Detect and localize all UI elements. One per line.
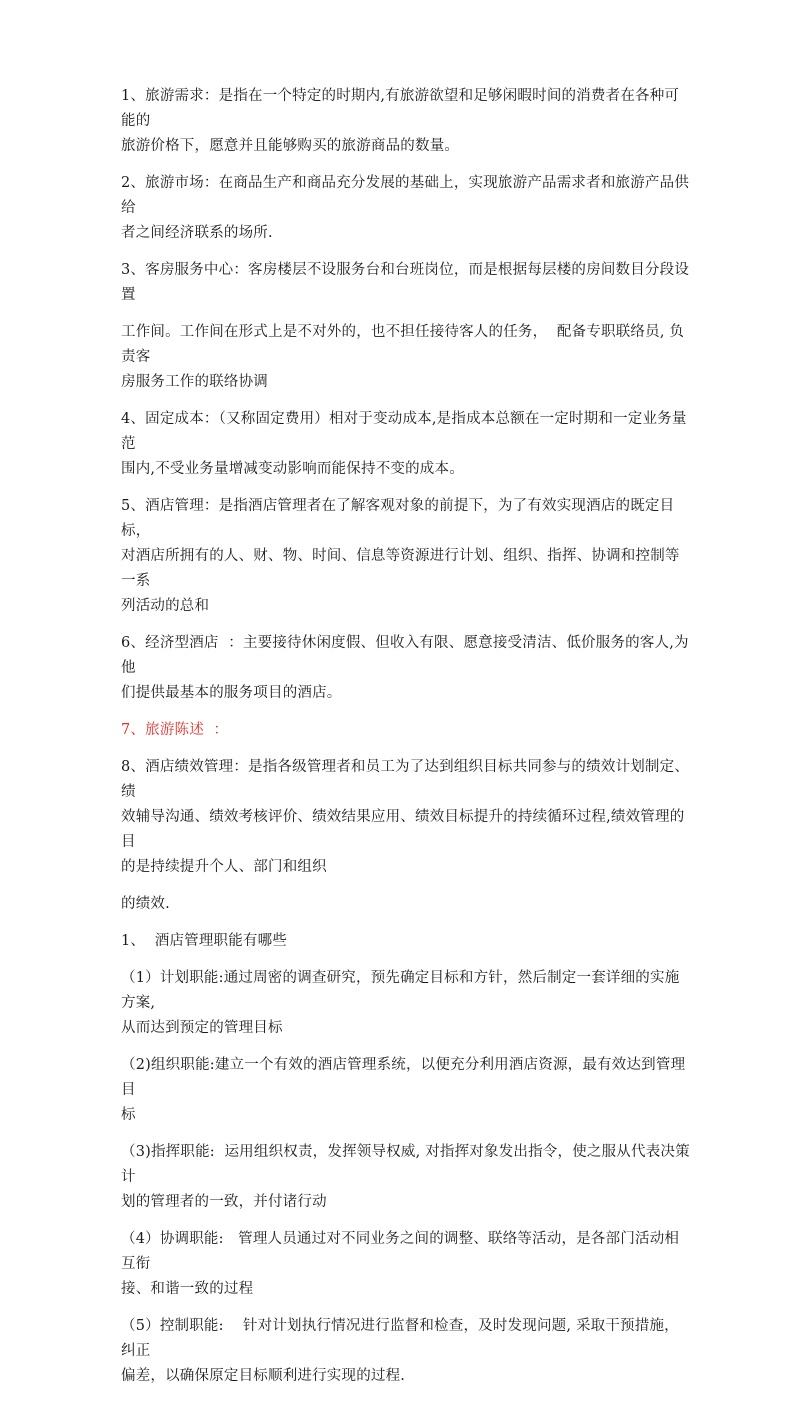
paragraph-line: 4、固定成本：（又称固定费用）相对于变动成本,是指成本总额在一定时期和一定业务量范 <box>121 411 687 452</box>
paragraph-line: 2、旅游市场：在商品生产和商品充分发展的基础上，实现旅游产品需求者和旅游产品供给 <box>121 175 690 216</box>
paragraph-line: （4）协调职能: 管理人员通过对不同业务之间的调整、联络等活动，是各部门活动相互衔 <box>121 1231 680 1272</box>
paragraph-function-organizing <box>121 1053 691 1128</box>
paragraph-line: 标 <box>121 1107 136 1123</box>
paragraph-line: 的绩效. <box>121 896 170 912</box>
paragraph-line: 的是持续提升个人、部门和组织 <box>121 859 327 875</box>
paragraph-function-directing <box>121 1140 691 1215</box>
paragraph-line: 们提供最基本的服务项目的酒店。 <box>121 685 342 701</box>
paragraph-line: （3)指挥职能: 运用组织权责，发挥领导权威, 对指挥对象发出指令，使之服从代表决策计 <box>121 1144 690 1185</box>
paragraph-line: 偏差，以确保原定目标顺利进行实现的过程. <box>121 1368 406 1384</box>
paragraph-definition-tourism-market <box>121 171 691 246</box>
paragraph-line: 1、 酒店管理职能有哪些 <box>121 933 288 949</box>
document-body <box>121 84 691 1401</box>
paragraph-definition-hotel-management <box>121 494 691 619</box>
paragraph-line: 6、经济型酒店 ：主要接待休闲度假、但收入有限、愿意接受清洁、低价服务的客人,为他 <box>121 635 689 676</box>
paragraph-definition-tourism-demand <box>121 84 691 159</box>
paragraph-function-coordinating <box>121 1227 691 1302</box>
paragraph-line: 旅游价格下，愿意并且能够购买的旅游商品的数量。 <box>121 138 460 154</box>
paragraph-definition-fixed-cost <box>121 407 691 482</box>
paragraph-line: 5、酒店管理：是指酒店管理者在了解客观对象的前提下，为了有效实现酒店的既定目标， <box>121 498 675 539</box>
paragraph-line: 对酒店所拥有的人、财、物、时间、信息等资源进行计划、组织、指挥、协调和控制等一系 <box>121 548 680 589</box>
paragraph-definition-economy-hotel <box>121 631 691 706</box>
paragraph-line: （1）计划职能:通过周密的调查研究，预先确定目标和方针，然后制定一套详细的实施方案, <box>121 970 680 1011</box>
paragraph-definition-performance-management-cont <box>121 892 691 917</box>
paragraph-function-controlling <box>121 1314 691 1389</box>
paragraph-line: 3、客房服务中心：客房楼层不设服务台和台班岗位，而是根据每层楼的房间数目分段设置 <box>121 262 690 303</box>
paragraph-line: （5）控制职能: 针对计划执行情况进行监督和检查，及时发现问题, 采取干预措施，纠正 <box>121 1318 679 1359</box>
paragraph-line: 接、和谐一致的过程 <box>121 1281 254 1297</box>
paragraph-line: 工作间。工作间在形式上是不对外的，也不担任接待客人的任务， 配备专职联络员, 负责客 <box>121 324 685 365</box>
paragraph-function-planning <box>121 966 691 1041</box>
paragraph-heading-hotel-management-functions <box>121 929 691 954</box>
paragraph-line: 从而达到预定的管理目标 <box>121 1020 283 1036</box>
paragraph-definition-housekeeping-center <box>121 258 691 308</box>
paragraph-heading-tourism-statement <box>121 718 691 743</box>
paragraph-line: 者之间经济联系的场所. <box>121 225 273 241</box>
paragraph-line: 围内,不受业务量增减变动影响而能保持不变的成本。 <box>121 461 464 477</box>
paragraph-line: 列活动的总和 <box>121 598 210 614</box>
paragraph-line: 划的管理者的一致，并付诸行动 <box>121 1194 327 1210</box>
paragraph-line: 7、旅游陈述 ： <box>121 722 229 738</box>
paragraph-line: 房服务工作的联络协调 <box>121 374 268 390</box>
paragraph-line: 效辅导沟通、绩效考核评价、绩效结果应用、绩效目标提升的持续循环过程,绩效管理的目 <box>121 809 685 850</box>
paragraph-definition-housekeeping-center-cont <box>121 320 691 395</box>
paragraph-line: 1、旅游需求：是指在一个特定的时期内,有旅游欲望和足够闲暇时间的消费者在各种可能的 <box>121 88 680 129</box>
paragraph-line: （2)组织职能:建立一个有效的酒店管理系统，以便充分利用酒店资源，最有效达到管理目 <box>121 1057 686 1098</box>
paragraph-line: 8、酒店绩效管理：是指各级管理者和员工为了达到组织目标共同参与的绩效计划制定、绩 <box>121 759 690 800</box>
paragraph-definition-performance-management <box>121 755 691 880</box>
